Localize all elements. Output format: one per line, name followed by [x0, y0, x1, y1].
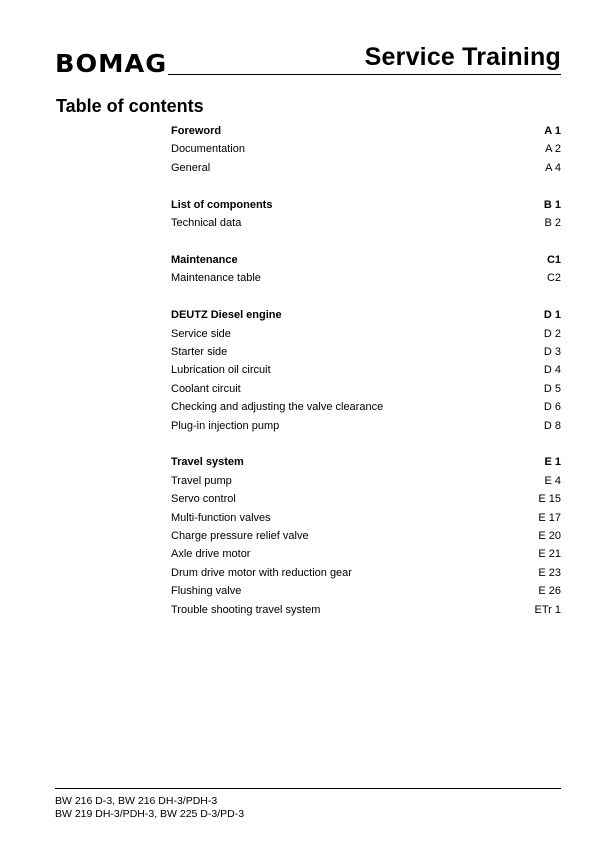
bomag-logo: BOMAG [55, 49, 168, 78]
toc-entry-label: Documentation [171, 143, 245, 156]
toc-entry-page: B 2 [544, 217, 561, 230]
toc-entry-label: Axle drive motor [171, 548, 251, 561]
toc-entry-label: Servo control [171, 493, 236, 506]
toc-entry[interactable] [171, 509, 561, 527]
toc-entry-page: D 6 [543, 401, 561, 414]
toc-entry[interactable] [171, 417, 561, 435]
toc-entry-page: ETr 1 [534, 603, 561, 616]
toc-entry-label: Travel system [171, 456, 244, 469]
footer-rule [55, 788, 561, 789]
toc-section [171, 196, 561, 233]
toc-entry-label: Drum drive motor with reduction gear [171, 566, 352, 579]
toc-entry-page: E 23 [538, 566, 561, 579]
header-title: Service Training [364, 43, 561, 71]
toc-section [171, 251, 561, 288]
toc-entry-label: Charge pressure relief valve [171, 530, 309, 543]
toc-entry-label: Coolant circuit [171, 382, 241, 395]
toc-section [171, 306, 561, 435]
toc-entry-label: Multi-function valves [171, 511, 271, 524]
footer-line-2: BW 219 DH-3/PDH-3, BW 225 D-3/PD-3 [55, 808, 245, 820]
footer [55, 795, 244, 821]
toc-entry-page: D 2 [543, 327, 561, 340]
toc-entry-page: E 20 [538, 530, 561, 543]
toc-section-heading[interactable] [171, 122, 561, 140]
toc-entry[interactable] [171, 325, 561, 343]
toc-entry-label: Lubrication oil circuit [171, 364, 271, 377]
toc-entry-label: Plug-in injection pump [171, 419, 280, 432]
toc-entry-page: E 4 [544, 474, 561, 487]
toc-entry-page: A 1 [544, 125, 561, 137]
toc-entry-page: D 4 [543, 364, 561, 377]
toc-entry[interactable] [171, 214, 561, 232]
toc-entry-page: B 1 [543, 198, 561, 211]
toc-entry-label: Trouble shooting travel system [171, 603, 321, 616]
toc-entry-page: D 5 [543, 382, 561, 395]
toc-entry-page: C2 [546, 272, 561, 285]
toc-section-heading[interactable] [171, 196, 561, 214]
page-title: Table of contents [56, 96, 204, 116]
toc-entry-label: General [171, 161, 211, 174]
toc-entry[interactable] [171, 269, 561, 287]
toc-entry-page: E 17 [538, 511, 561, 524]
toc-entry[interactable] [171, 582, 561, 600]
toc-section [171, 453, 561, 619]
toc-section-heading[interactable] [171, 251, 561, 269]
toc-entry-label: List of components [171, 198, 273, 211]
toc-entry[interactable] [171, 564, 561, 582]
toc-entry[interactable] [171, 343, 561, 361]
toc-entry-label: Starter side [171, 346, 228, 359]
toc-entry-label: Maintenance table [171, 272, 261, 285]
toc-entry[interactable] [171, 361, 561, 379]
toc-entry[interactable] [171, 545, 561, 563]
toc-entry-page: E 15 [538, 493, 561, 506]
toc-entry-label: Travel pump [171, 474, 232, 487]
toc-entry-page: C1 [546, 253, 561, 266]
toc-entry[interactable] [171, 527, 561, 545]
toc-entry-label: Service side [171, 327, 231, 340]
toc-entry[interactable] [171, 490, 561, 508]
toc-entry-label: Technical data [171, 217, 242, 230]
toc-section [171, 122, 561, 177]
toc-entry-label: Maintenance [171, 253, 238, 266]
toc-section-heading[interactable] [171, 306, 561, 324]
footer-line-1: BW 216 D-3, BW 216 DH-3/PDH-3 [55, 795, 218, 807]
toc-entry-page: A 4 [545, 161, 561, 174]
toc-entry-label: Flushing valve [171, 585, 242, 598]
toc-section-heading[interactable] [171, 453, 561, 471]
toc-entry[interactable] [171, 380, 561, 398]
toc-entry-label: DEUTZ Diesel engine [171, 309, 282, 322]
toc-entry[interactable] [171, 140, 561, 158]
toc-entry[interactable] [171, 398, 561, 416]
toc-entry-label: Foreword [171, 125, 222, 137]
toc-entry-page: D 3 [543, 346, 561, 359]
toc-entry-page: E 26 [538, 585, 561, 598]
header-rule [168, 74, 561, 75]
toc-entry-page: E 21 [538, 548, 561, 561]
toc-entry[interactable] [171, 601, 561, 619]
toc-entry[interactable] [171, 159, 561, 177]
toc-entry-page: D 1 [543, 309, 561, 322]
toc-entry-page: D 8 [543, 419, 561, 432]
table-of-contents [171, 122, 561, 637]
toc-entry-page: A 2 [545, 143, 561, 156]
toc-entry[interactable] [171, 472, 561, 490]
toc-entry-page: E 1 [544, 456, 561, 469]
toc-entry-label: Checking and adjusting the valve clearance [171, 401, 384, 414]
